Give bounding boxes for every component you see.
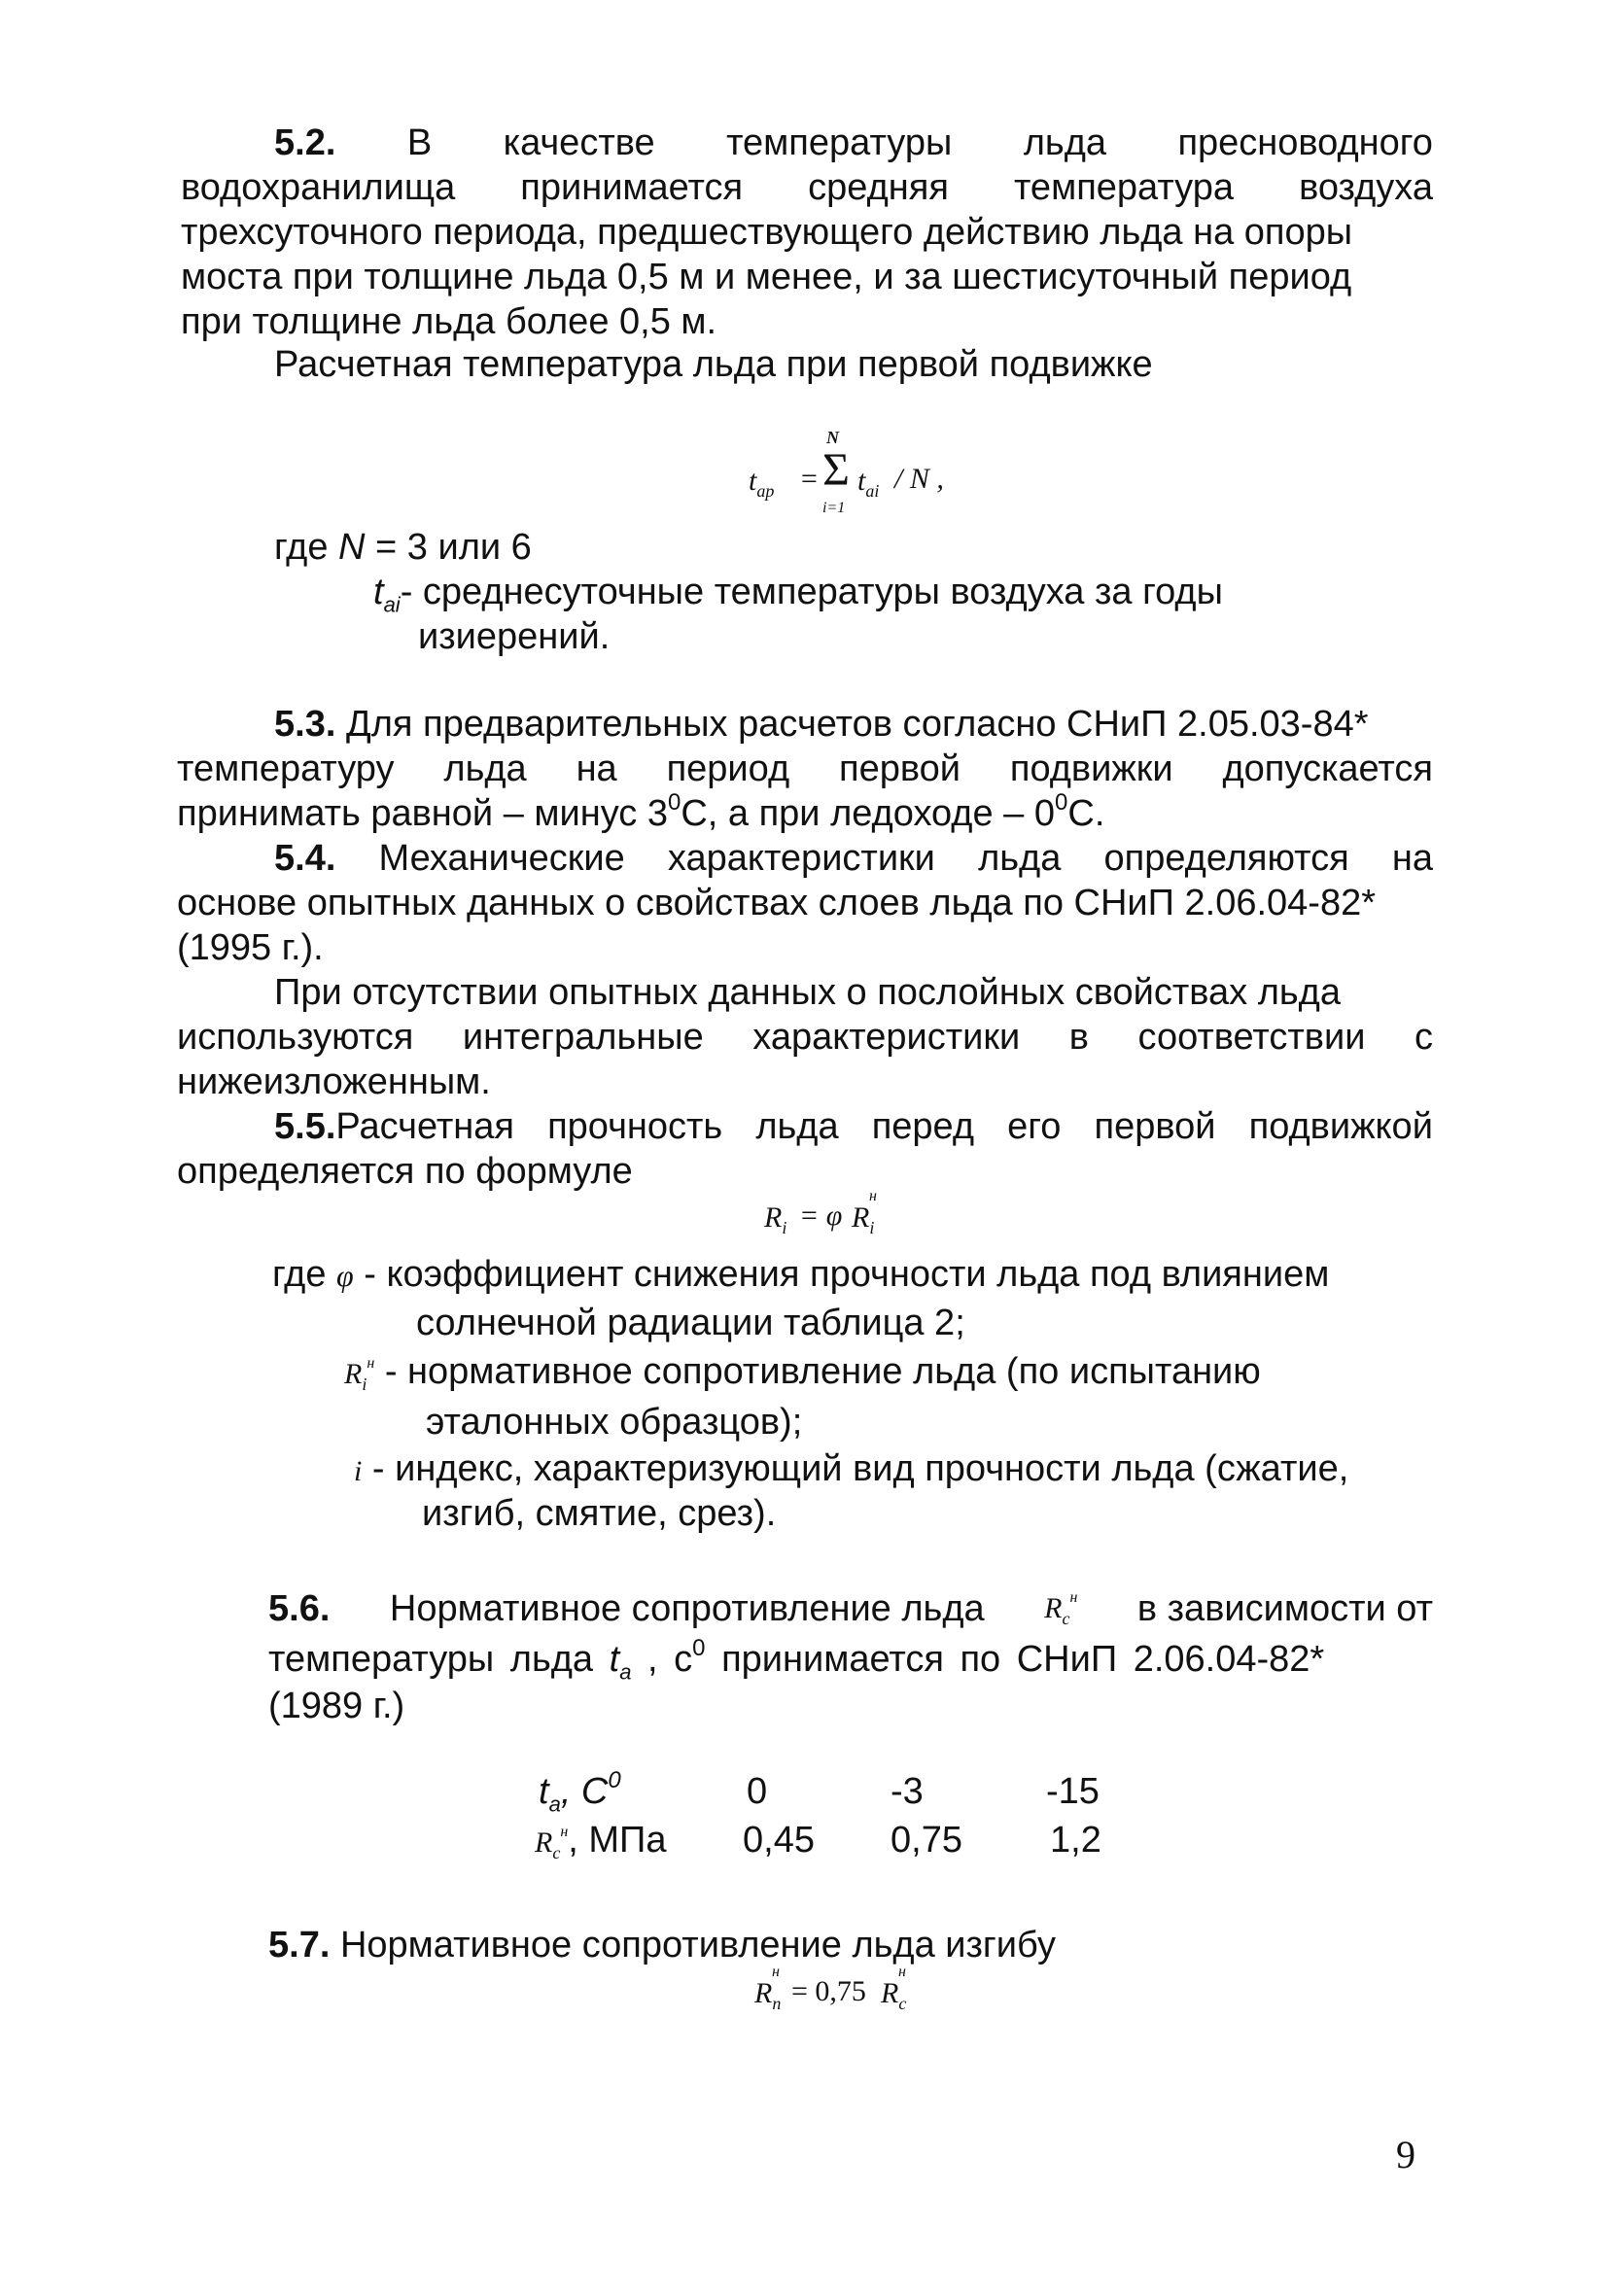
- p52-line-3: трехсуточного периода, предшествующего действию льда на опоры: [181, 212, 1353, 253]
- p52-line-2: водохранилища принимается средняя температура воздуха: [181, 167, 1433, 208]
- p52-number: 5.2.: [274, 122, 336, 163]
- p52-where-tai-2: изиерений.: [418, 616, 611, 657]
- table-cell: 0,45: [743, 1820, 815, 1861]
- p57-line-1: 5.7. Нормативное сопротивление льда изгибу: [268, 1925, 1056, 1966]
- p56-line-2: температуры льда $t_a$ , $с^0$ принимается по СНиП 2.06.04-82*: [268, 1635, 1325, 1685]
- p56-line-1: 5.6. Нормативное сопротивление льда $R_c^н$ в зависимости от: [268, 1586, 1433, 1641]
- page-number: 9: [1396, 2133, 1415, 2176]
- formula-t-ap: $t_{ap}$ = N Σ i=1 $t_{ai}$ / N ,: [749, 428, 944, 516]
- p52-line-6: Расчетная температура льда при первой подвижке: [274, 344, 1153, 385]
- table-row2-label: $R_c^н$, МПа: [535, 1820, 667, 1862]
- p56-line-3: (1989 г.): [268, 1686, 405, 1726]
- p55-where-i-2: изгиб, смятие, срез).: [422, 1493, 777, 1534]
- p52-line-5: при толщине льда более 0,5 м.: [181, 301, 717, 342]
- p55-where-i: i - индекс, характеризующий вид прочности льда (сжатие,: [354, 1448, 1349, 1489]
- ice-resistance-table: [535, 1769, 1118, 1876]
- table-cell: -3: [891, 1771, 924, 1812]
- p54-line-3: (1995 г.).: [177, 927, 324, 968]
- p55-where-rn: $R_i^н$ - нормативное сопротивление льда (по испытанию: [344, 1351, 1261, 1394]
- p56-number: 5.6.: [268, 1588, 331, 1629]
- table-row1-label: $t_a$, $C^0$: [539, 1767, 621, 1817]
- p55-number: 5.5.: [274, 1106, 336, 1147]
- p57-number: 5.7.: [268, 1925, 331, 1966]
- p55-line-2: определяется по формуле: [177, 1151, 633, 1192]
- p52-where-n: где N = 3 или 6: [274, 527, 532, 568]
- p54-line-2: основе опытных данных о свойствах слоев льда по СНиП 2.06.04-82*: [177, 883, 1376, 923]
- table-cell: 0,75: [891, 1820, 962, 1861]
- p52-where-tai: $t_{ai}-$ среднесуточные температуры воздуха за годы: [373, 572, 1223, 617]
- table-cell: 0: [747, 1771, 768, 1812]
- p53-number: 5.3.: [274, 704, 336, 745]
- p54-line-1: 5.4. Механические характеристики льда определяются на: [274, 838, 1433, 879]
- formula-ri: $R_i$ = φ $R_i$ н: [764, 1188, 877, 1237]
- p54-line-6: нижеизложенным.: [177, 1061, 491, 1102]
- p54-line-5: используются интегральные характеристики в соответствии с: [177, 1017, 1433, 1058]
- p55-where-phi: где φ - коэффициент снижения прочности льда под влиянием: [272, 1254, 1330, 1295]
- p53-line-1: 5.3. Для предварительных расчетов согласно СНиП 2.05.03-84*: [274, 704, 1369, 745]
- p54-number: 5.4.: [274, 838, 336, 879]
- table-cell: -15: [1046, 1771, 1100, 1812]
- table-cell: 1,2: [1050, 1820, 1101, 1861]
- p55-where-phi-2: солнечной радиации таблица 2;: [416, 1303, 965, 1343]
- formula-rn: $R_n$ н = 0,75 $R_c$ н: [754, 1964, 907, 2013]
- p55-line-1: 5.5.Расчетная прочность льда перед его первой подвижкой: [274, 1106, 1433, 1147]
- p54-line-4: При отсутствии опытных данных о послойных свойствах льда: [274, 972, 1341, 1013]
- p55-where-rn-2: эталонных образцов);: [426, 1402, 803, 1443]
- p53-line-3: принимать равной – минус $3^0С$, а при ледоходе – $0^0С$.: [177, 789, 1105, 834]
- p52-line-4: моста при толщине льда 0,5 м и менее, и за шестисуточный период: [181, 257, 1352, 297]
- p53-line-2: температуру льда на период первой подвижки допускается: [177, 748, 1433, 789]
- p52-line-1: 5.2. В качестве температуры льда пресноводного: [274, 122, 1433, 163]
